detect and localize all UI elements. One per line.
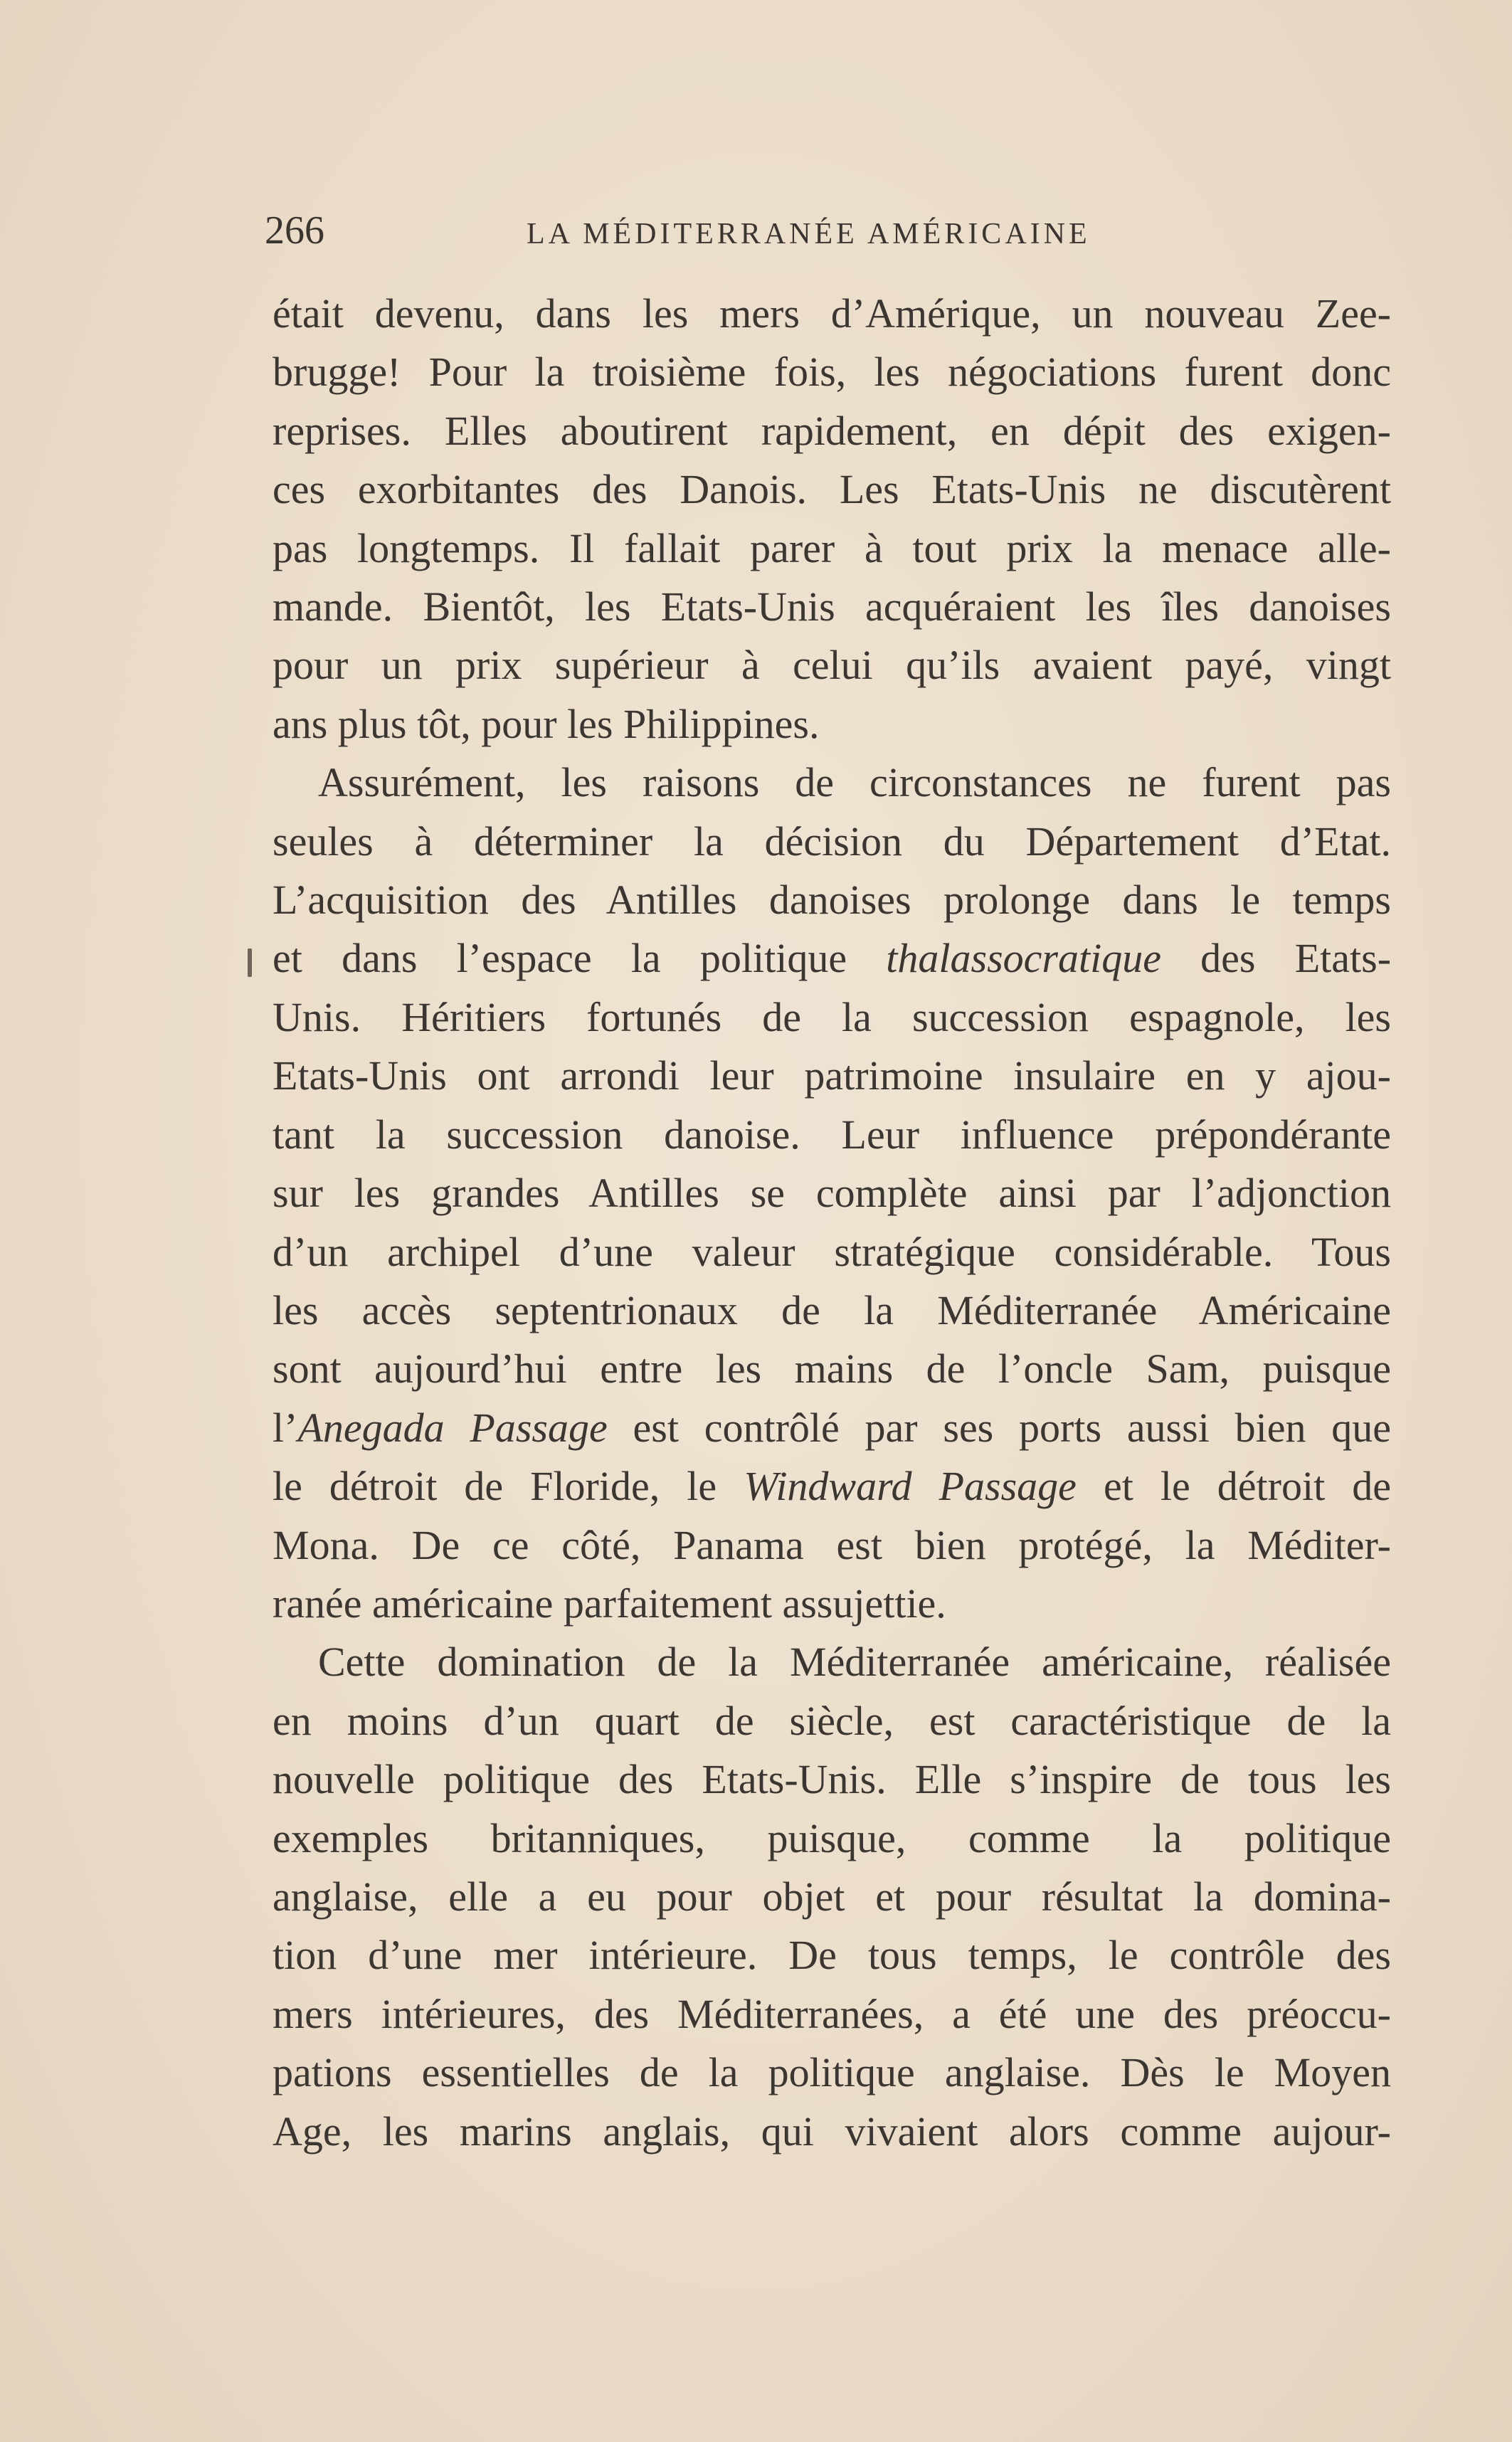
page-header [265,208,1396,258]
text-line: pour un prix supérieur à celui qu’ils avaient payé, vingt [273,642,1391,689]
text-line: mers intérieures, des Méditerranées, a été une des préoccu- [273,1990,1391,2037]
body-text [273,285,1391,2161]
text-line: Mona. De ce côté, Panama est bien protégé, la Méditer- [273,1521,1391,1568]
text-line: d’un archipel d’une valeur stratégique considérable. Tous [273,1228,1391,1275]
text-line: Etats-Unis ont arrondi leur patrimoine insulaire en y ajou- [273,1052,1391,1099]
text-line: les accès septentrionaux de la Méditerranée Américaine [273,1286,1391,1333]
text-line: Cette domination de la Méditerranée américaine, réalisée [318,1639,1391,1686]
text-line: ans plus tôt, pour les Philippines. [273,700,820,747]
text-line: tant la succession danoise. Leur influence prépondérante [273,1111,1391,1158]
text-line: était devenu, dans les mers d’Amérique, un nouveau Zee- [273,290,1391,337]
text-line: anglaise, elle a eu pour objet et pour résultat la domina- [273,1873,1391,1920]
text-line: le détroit de Floride, le Windward Passage et le détroit de [273,1463,1392,1510]
text-line: reprises. Elles aboutirent rapidement, en dépit des exigen- [273,407,1391,454]
text-line: exemples britanniques, puisque, comme la politique [273,1814,1391,1861]
text-line: Assurément, les raisons de circonstances ne furent pas [318,759,1391,806]
text-line: tion d’une mer intérieure. De tous temps, le contrôle des [273,1932,1391,1979]
text-line: Age, les marins anglais, qui vivaient alors comme aujour- [273,2108,1391,2155]
text-line: sont aujourd’hui entre les mains de l’oncle Sam, puisque [273,1346,1391,1392]
text-line: mande. Bientôt, les Etats-Unis acquéraient les îles danoises [273,583,1391,630]
text-line: L’acquisition des Antilles danoises prolonge dans le temps [273,877,1391,924]
text-line: seules à déterminer la décision du Département d’Etat. [273,818,1391,865]
text-line: ranée américaine parfaitement assujettie. [273,1580,946,1627]
text-line: brugge! Pour la troisième fois, les négociations furent donc [273,349,1391,396]
page-number: 266 [265,208,324,253]
text-line: Unis. Héritiers fortunés de la succession espagnole, les [273,993,1391,1040]
margin-mark [248,948,252,977]
text-line: nouvelle politique des Etats-Unis. Elle s’inspire de tous les [273,1756,1391,1803]
text-line: pas longtemps. Il fallait parer à tout prix la menace alle- [273,524,1391,571]
text-line: l’Anegada Passage est contrôlé par ses ports aussi bien que [273,1404,1391,1451]
text-line: en moins d’un quart de siècle, est caractéristique de la [273,1697,1391,1744]
running-title: LA MÉDITERRANÉE AMÉRICAINE [527,218,1091,250]
paragraph-3 [273,1633,1391,2161]
italic-term: thalassocratique [886,935,1161,982]
italic-term: Anegada Passage [297,1404,608,1451]
text-line: sur les grandes Antilles se complète ainsi par l’adjonction [273,1170,1391,1217]
text-line: pations essentielles de la politique anglaise. Dès le Moyen [273,2049,1391,2096]
paragraph-2 [273,754,1391,1633]
paragraph-1 [273,285,1391,754]
text-line: ces exorbitantes des Danois. Les Etats-Unis ne discutèrent [273,466,1391,513]
italic-term: Windward Passage [744,1463,1077,1510]
text-line: et dans l’espace la politique thalassocratique des Etats- [273,935,1392,982]
